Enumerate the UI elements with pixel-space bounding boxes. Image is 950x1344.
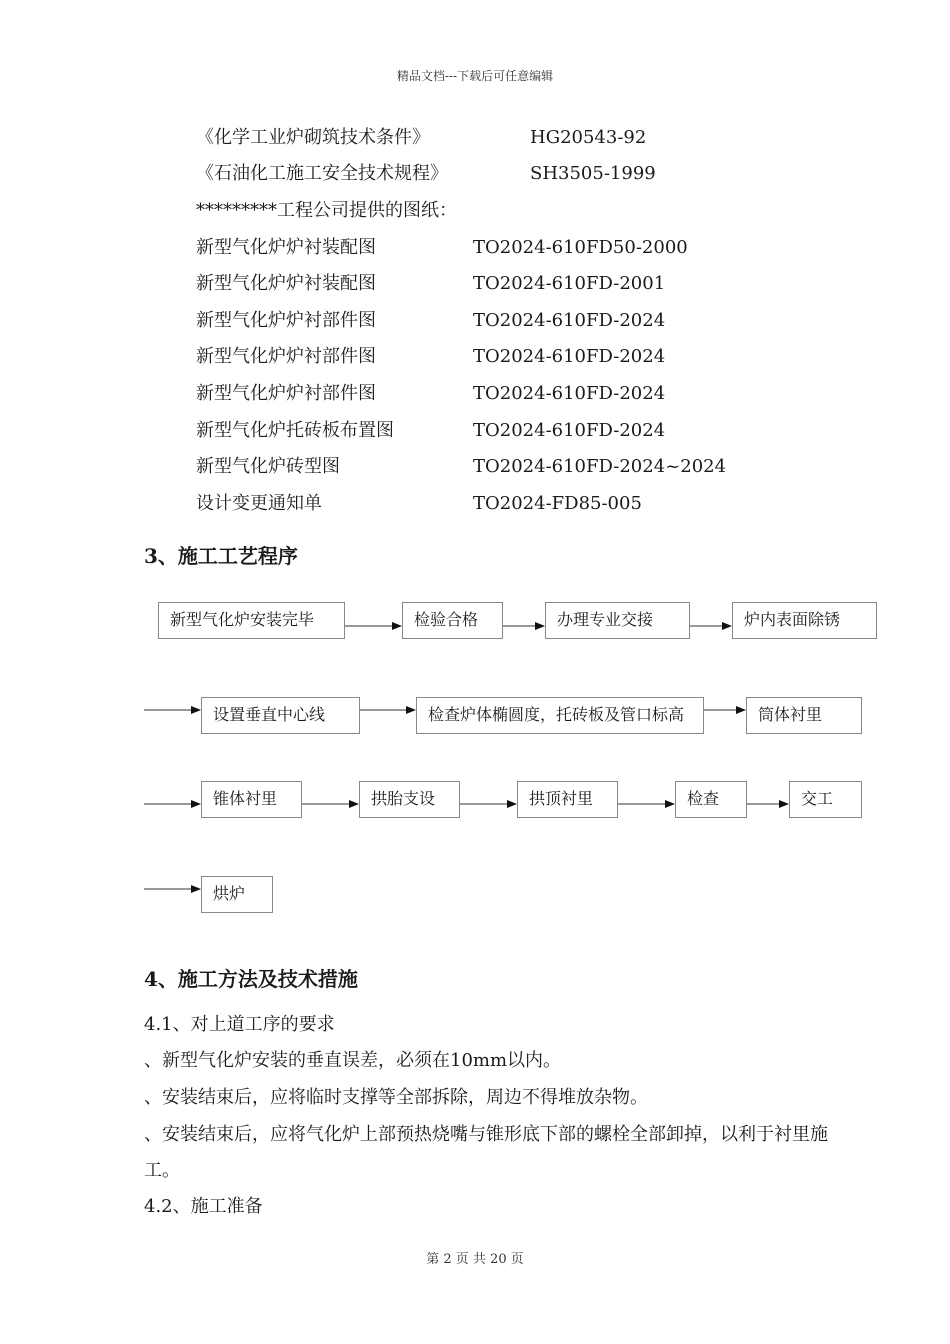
drawings-intro: *********工程公司提供的图纸： <box>196 200 457 221</box>
drawing-title: 设计变更通知单 <box>196 493 322 514</box>
reference-code: SH3505-1999 <box>530 163 656 184</box>
drawing-title: 新型气化炉砖型图 <box>196 456 340 477</box>
flow-step-box <box>517 781 618 818</box>
page-header: 精品文档---下载后可任意编辑 <box>396 69 554 83</box>
reference-title: 《化学工业炉砌筑技术条件》 <box>196 127 430 148</box>
drawing-title: 新型气化炉炉衬部件图 <box>196 346 376 367</box>
flow-step-label: 筒体衬里 <box>758 705 823 724</box>
drawing-title: 新型气化炉托砖板布置图 <box>196 420 394 441</box>
flow-step-label: 锥体衬里 <box>213 789 278 808</box>
flow-step-label: 新型气化炉安装完毕 <box>170 610 315 629</box>
drawing-title: 新型气化炉炉衬部件图 <box>196 310 376 331</box>
flow-step-label: 设置垂直中心线 <box>213 705 326 724</box>
reference-code: HG20543-92 <box>530 127 647 148</box>
flow-step-label: 检查 <box>687 789 720 808</box>
flow-step-label: 检验合格 <box>414 610 479 629</box>
flow-step-box <box>675 781 747 818</box>
flow-step-box <box>359 781 460 818</box>
flow-step-label: 检查炉体椭圆度，托砖板及管口标高 <box>428 705 685 724</box>
flow-step-box <box>201 697 360 734</box>
body-paragraph: 工。 <box>144 1160 180 1181</box>
flow-step-box <box>732 602 877 639</box>
flow-step-label: 拱顶衬里 <box>529 789 594 808</box>
flow-step-label: 拱胎支设 <box>371 789 436 808</box>
flow-step-box <box>201 876 273 913</box>
drawing-title: 新型气化炉炉衬装配图 <box>196 237 376 258</box>
flow-step-box <box>416 697 704 734</box>
reference-title: 《石油化工施工安全技术规程》 <box>196 163 448 184</box>
drawing-code: TO2024-610FD-2024 <box>473 310 666 331</box>
body-paragraph: 、安装结束后，应将气化炉上部预热烧嘴与锥形底下部的螺栓全部卸掉，以利于衬里施 <box>144 1124 828 1145</box>
drawing-code: TO2024-610FD-2024 <box>473 383 666 404</box>
flow-step-label: 办理专业交接 <box>557 610 654 629</box>
drawing-code: TO2024-FD85-005 <box>473 493 642 514</box>
drawing-code: TO2024-610FD50-2000 <box>473 237 688 258</box>
flow-step-box <box>789 781 862 818</box>
flow-step-box <box>201 781 302 818</box>
flow-step-label: 烘炉 <box>213 884 246 903</box>
page-footer: 第 2 页 共 20 页 <box>426 1252 524 1267</box>
drawing-code: TO2024-610FD-2024 <box>473 420 666 441</box>
section-heading: 3、施工工艺程序 <box>144 544 298 568</box>
body-paragraph: 、新型气化炉安装的垂直误差，必须在10mm以内。 <box>144 1050 562 1071</box>
drawing-code: TO2024-610FD-2024 <box>473 346 666 367</box>
flow-step-box <box>158 602 345 639</box>
flow-step-label: 炉内表面除锈 <box>744 610 841 629</box>
subsection-heading: 4.1、对上道工序的要求 <box>144 1014 335 1035</box>
body-paragraph: 、安装结束后，应将临时支撑等全部拆除，周边不得堆放杂物。 <box>144 1087 648 1108</box>
subsection-heading: 4.2、施工准备 <box>144 1196 263 1217</box>
flow-step-box <box>402 602 503 639</box>
drawing-code: TO2024-610FD-2024~2024 <box>473 456 727 477</box>
drawing-code: TO2024-610FD-2001 <box>473 273 666 294</box>
flow-step-label: 交工 <box>801 789 834 808</box>
flow-step-box <box>545 602 690 639</box>
section-heading: 4、施工方法及技术措施 <box>144 967 358 991</box>
drawing-title: 新型气化炉炉衬部件图 <box>196 383 376 404</box>
drawing-title: 新型气化炉炉衬装配图 <box>196 273 376 294</box>
flow-step-box <box>746 697 862 734</box>
